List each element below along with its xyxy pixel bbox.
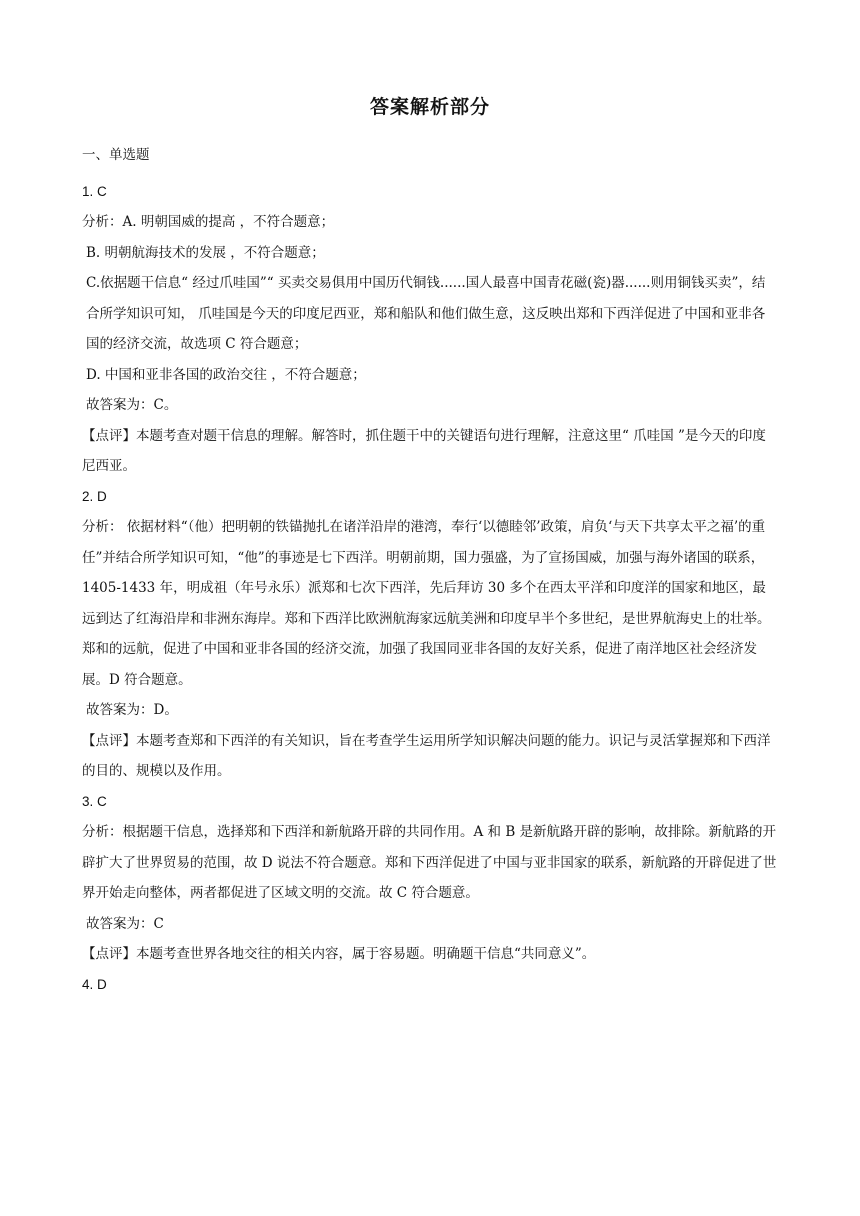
question-2-comment: 【点评】本题考查郑和下西洋的有关知识，旨在考查学生运用所学知识解决问题的能力。识记与灵活掌握郑和下西洋的目的、规模以及作用。 bbox=[82, 732, 771, 779]
question-1-comment: 【点评】本题考查对题干信息的理解。解答时，抓住题干中的关键语句进行理解，注意这里“ 爪哇国 ”是今天的印度尼西亚。 bbox=[82, 427, 766, 474]
question-2-number: 2. D bbox=[82, 488, 107, 504]
question-3-number: 3. C bbox=[82, 793, 107, 809]
question-3-comment: 【点评】本题考查世界各地交往的相关内容，属于容易题。明确题干信息“共同意义”。 bbox=[82, 946, 596, 962]
question-1-answer: 故答案为：C。 bbox=[86, 397, 178, 413]
answer-content bbox=[82, 140, 778, 1000]
question-1-option-b: B. 明朝航海技术的发展 ，不符合题意； bbox=[86, 244, 325, 261]
question-4-number: 4. D bbox=[82, 976, 107, 992]
section-heading: 一、单选题 bbox=[82, 147, 150, 163]
question-1-option-a: 分析：A. 明朝国威的提高 ，不符合题意； bbox=[82, 214, 335, 230]
question-2-answer: 故答案为：D。 bbox=[86, 702, 178, 718]
question-3-answer: 故答案为：C bbox=[86, 915, 164, 932]
page-title: 答案解析部分 bbox=[369, 96, 490, 118]
question-3-analysis: 分析：根据题干信息，选择郑和下西洋和新航路开辟的共同作用。A 和 B 是新航路开辟的影响，故排除。新航路的开辟扩大了世界贸易的范围，故 D 说法不符合题意。郑和下西洋促进了中国与亚非国家的联系，新航路的开辟促进了世界开始走向整体，两者都促进了区域文明的交流。故 C 符合题意。 bbox=[82, 824, 777, 901]
question-1-number: 1. C bbox=[82, 183, 107, 199]
question-2-analysis: 分析： 依据材料“（他）把明朝的铁锚抛扎在诸洋沿岸的港湾，奉行‘以德睦邻’政策，肩负‘与天下共享太平之福’的重任”并结合所学知识可知，“他”的事迹是七下西洋。明朝前期，国力强盛，为了宣扬国威，加强与海外诸国的联系，1405-1433 年，明成祖（年号永乐）派郑和七次下西洋，先后拜访 30 多个在西太平洋和印度洋的国家和地区，最远到达了红海沿岸和非洲东海岸。郑和下西洋比欧洲航海家远航美洲和印度早半个多世纪，是世界航海史上的壮举。郑和的远航，促进了中国和亚非各国的经济交流，加强了我国同亚非各国的友好关系，促进了南洋地区社会经济发展。D 符合题意。 bbox=[82, 519, 771, 688]
question-1-option-d: D. 中国和亚非各国的政治交往 ，不符合题意； bbox=[86, 366, 366, 383]
question-1-option-c: C.依据题干信息“ 经过爪哇国”“ 买卖交易俱用中国历代铜钱......国人最喜中国青花磁(瓷)器......则用铜钱买卖”，结合所学知识可知， 爪哇国是今天的印度尼西亚，郑和船队和他们做生意，这反映出郑和下西洋促进了中国和亚非各国的经济交流，故选项 C 符合题意； bbox=[86, 275, 766, 352]
